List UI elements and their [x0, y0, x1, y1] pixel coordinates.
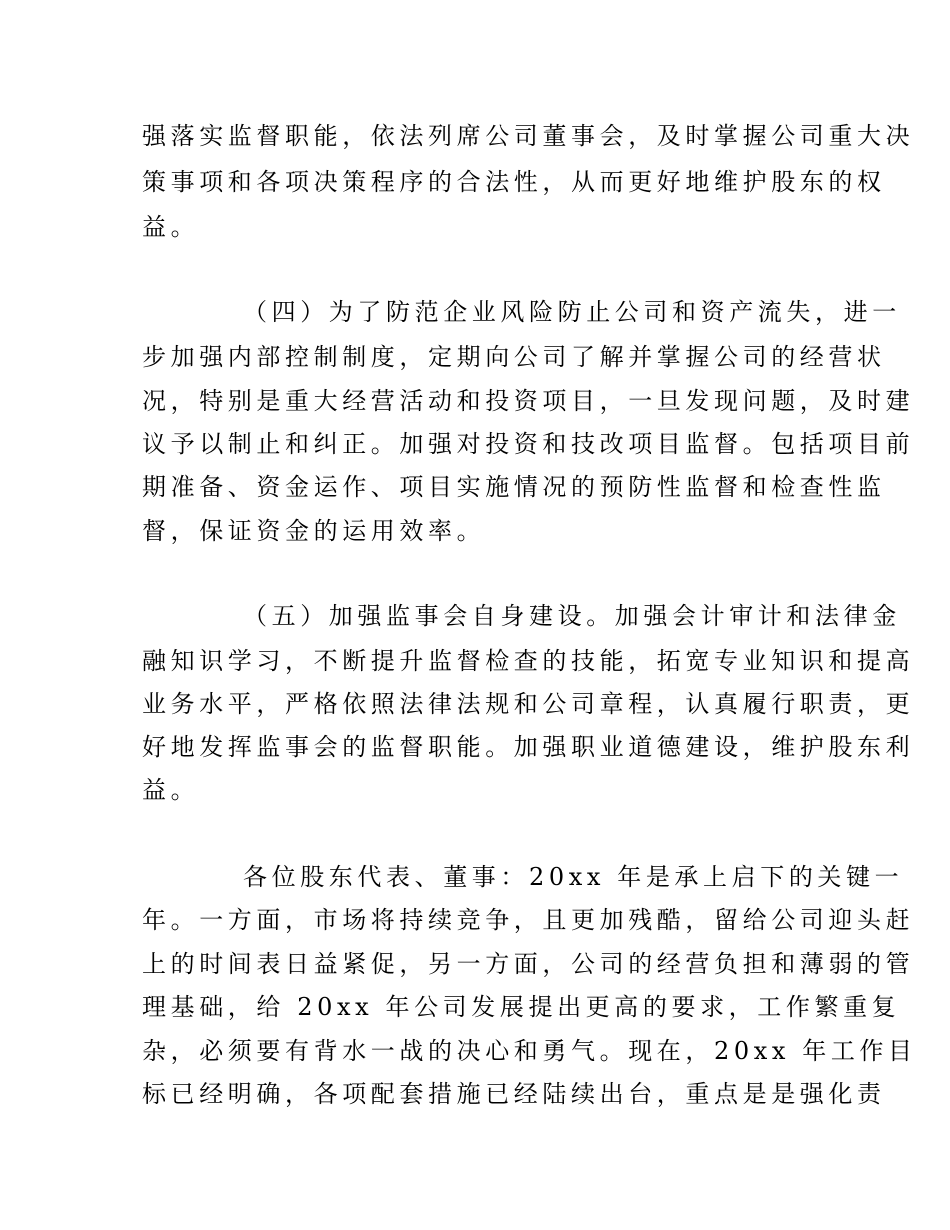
paragraph-2-line-6: 督，保证资金的运用效率。	[142, 517, 486, 545]
paragraph-3-line-3: 业务水平，严格依照法律法规和公司章程，认真履行职责，更	[142, 690, 915, 718]
paragraph-2-line-2: 步加强内部控制制度，定期向公司了解并掌握公司的经营状	[142, 343, 886, 371]
paragraph-4-line-3: 上的时间表日益紧促，另一方面，公司的经营负担和薄弱的管	[142, 950, 915, 978]
paragraph-4-line-6: 标已经明确，各项配套措施已经陆续出台，重点是是强化责	[142, 1080, 886, 1108]
paragraph-4-line-5: 杂，必须要有背水一战的决心和勇气。现在，20xx 年工作目	[142, 1037, 917, 1065]
paragraph-3-line-4: 好地发挥监事会的监督职能。加强职业道德建设，维护股东利	[142, 733, 915, 761]
paragraph-3-line-1: （五）加强监事会自身建设。加强会计审计和法律金	[243, 602, 901, 630]
paragraph-1-line-3: 益。	[142, 213, 200, 241]
paragraph-1-line-1: 强落实监督职能，依法列席公司董事会，及时掌握公司重大决	[142, 122, 915, 150]
paragraph-4-line-2: 年。一方面，市场将持续竞争，且更加残酷，留给公司迎头赶	[142, 906, 915, 934]
paragraph-3-line-2: 融知识学习，不断提升监督检查的技能，拓宽专业知识和提高	[142, 647, 915, 675]
paragraph-4-line-4: 理基础，给 20xx 年公司发展提出更高的要求，工作繁重复	[142, 993, 901, 1021]
paragraph-3-line-5: 益。	[142, 776, 200, 804]
paragraph-1-line-2: 策事项和各项决策程序的合法性，从而更好地维护股东的权	[142, 168, 886, 196]
paragraph-2-line-1: （四）为了防范企业风险防止公司和资产流失，进一	[243, 298, 901, 326]
paragraph-2-line-5: 期准备、资金运作、项目实施情况的预防性监督和检查性监	[142, 473, 886, 501]
paragraph-4-line-1: 各位股东代表、董事：20xx 年是承上启下的关键一	[243, 863, 904, 891]
paragraph-2-line-4: 议予以制止和纠正。加强对投资和技改项目监督。包括项目前	[142, 430, 915, 458]
paragraph-2-line-3: 况，特别是重大经营活动和投资项目，一旦发现问题，及时建	[142, 387, 915, 415]
